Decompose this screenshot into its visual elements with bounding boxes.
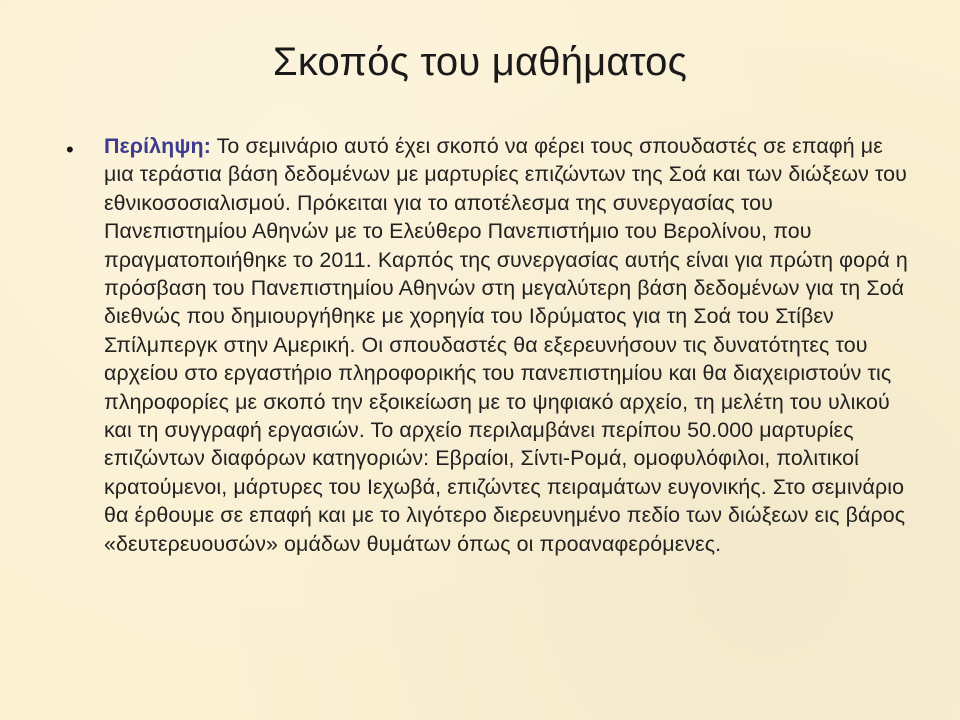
bullet-text: [104, 132, 916, 558]
summary-label: Περίληψη:: [104, 134, 211, 158]
bullet-dot-icon: •: [66, 137, 74, 162]
summary-body: Το σεμινάριο αυτό έχει σκοπό να φέρει τους σπουδαστές σε επαφή με μια τεράστια βάση δεδομένων με μαρτυρίες επιζώντων της Σοά και των διώξεων του εθνικοσοσιαλισμού. Πρόκειται για το αποτέλεσμα της συνεργασίας του Πανεπιστημίου Αθηνών με το Ελεύθερο Πανεπιστήμιο του Βερολίνου, που πραγματοποιήθηκε το 2011. Καρπός της συνεργασίας αυτής είναι για πρώτη φορά η πρόσβαση του Πανεπιστημίου Αθηνών στη μεγαλύτερη βάση δεδομένων για τη Σοά διεθνώς που δημιουργήθηκε με χορηγία του Ιδρύματος για τη Σοά του Στίβεν Σπίλμπεργκ στην Αμερική. Οι σπουδαστές θα εξερευνήσουν τις δυνατότητες του αρχείου στο εργαστήριο πληροφορικής του πανεπιστημίου και θα διαχειριστούν τις πληροφορίες με σκοπό την εξοικείωση με το ψηφιακό αρχείο, τη μελέτη του υλικού και τη συγγραφή εργασιών. Το αρχείο περιλαμβάνει περίπου 50.000 μαρτυρίες επιζώντων διαφόρων κατηγοριών: Εβραίοι, Σίντι-Ρομά, ομοφυλόφιλοι, πολιτικοί κρατούμενοι, μάρτυρες του Ιεχωβά, επιζώντες πειραμάτων ευγονικής. Στο σεμινάριο θα έρθουμε σε επαφή και με το λιγότερο διερευνημένο πεδίο των διώξεων εις βάρος «δευτερευουσών» ομάδων θυμάτων όπως οι προαναφερόμενες.: [104, 134, 908, 556]
slide-title: Σκοπός του μαθήματος: [272, 40, 688, 84]
bullet-item: [66, 132, 916, 558]
slide-content: [66, 132, 916, 558]
